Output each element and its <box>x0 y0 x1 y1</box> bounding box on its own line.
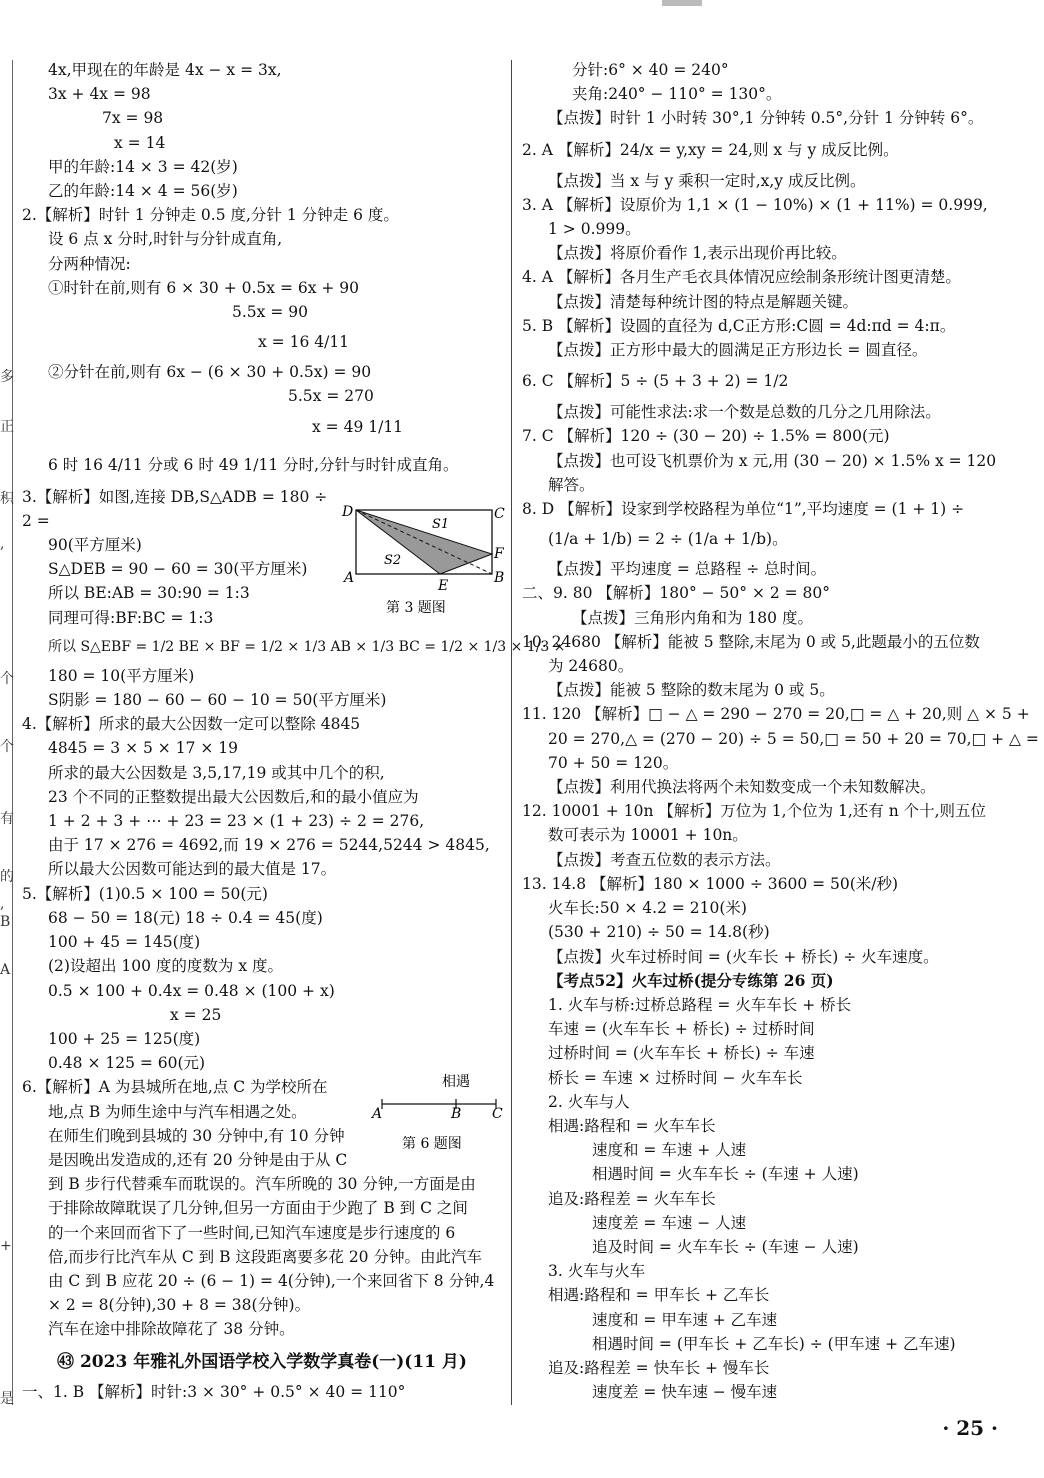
text-line: 5. B 【解析】设圆的直径为 d,C正方形:C圆 = 4d:πd = 4:π。 <box>522 316 956 335</box>
text-line: 【点拨】也可设飞机票价为 x 元,用 (30 − 20) × 1.5% x = 120 <box>548 451 997 470</box>
text-line: 8. D 【解析】设家到学校路程为单位“1”,平均速度 = (1 + 1) ÷ <box>522 500 965 519</box>
text-line: 100 + 25 = 125(度) <box>48 1029 201 1048</box>
text-line: 68 − 50 = 18(元) 18 ÷ 0.4 = 45(度) <box>48 908 323 927</box>
figure-3 <box>340 498 512 620</box>
text-line: ①时针在前,则有 6 × 30 + 0.5x = 6x + 90 <box>48 278 360 297</box>
text-line: 0.48 × 125 = 60(元) <box>48 1054 206 1073</box>
label-s2: S2 <box>384 553 402 568</box>
edge-fragment: , <box>0 896 5 912</box>
text-line: 2. 火车与人 <box>548 1092 630 1111</box>
text-line: 火车长:50 × 4.2 = 210(米) <box>548 899 747 918</box>
text-line: 【点拨】平均速度 = 总路程 ÷ 总时间。 <box>548 560 827 579</box>
edge-fragment: , <box>0 536 5 552</box>
text-line: 二、9. 80 【解析】180° − 50° × 2 = 80° <box>522 584 831 603</box>
edge-fragment: 个 <box>0 739 14 755</box>
text-line: 12. 10001 + 10n 【解析】万位为 1,个位为 1,还有 n 个十,则五位 <box>522 802 987 821</box>
text-line: 车速 = (火车车长 + 桥长) ÷ 过桥时间 <box>548 1020 815 1039</box>
text-line: 4. A 【解析】各月生产毛衣具体情况应绘制条形统计图更清楚。 <box>522 268 961 287</box>
label-c: C <box>492 1106 503 1122</box>
text-line: 所以 S△EBF = 1/2 BE × BF = 1/2 × 1/3 AB × 1/3 BC = 1/2 × 1/3 × 1/3 × <box>48 638 566 655</box>
text-line: × 2 = 8(分钟),30 + 8 = 38(分钟)。 <box>48 1296 311 1315</box>
edge-fragment: 个 <box>0 671 14 687</box>
text-line: 【点拨】三角形内角和为 180 度。 <box>572 608 813 627</box>
text-line: 甲的年龄:14 × 3 = 42(岁) <box>48 157 238 176</box>
left-column <box>22 58 566 1404</box>
text-line: 速度和 = 甲车速 + 乙车速 <box>592 1310 778 1329</box>
text-line: 汽车在途中排除故障花了 38 分钟。 <box>48 1320 295 1339</box>
text-line: 90(平方厘米) <box>48 536 142 555</box>
binding-edge-line <box>12 60 13 1405</box>
text-line: 追及时间 = 火车车长 ÷ (车速 − 人速) <box>592 1237 859 1256</box>
text-line: 【点拨】将原价看作 1,表示出现价再比较。 <box>548 244 847 263</box>
figure-3-caption: 第 3 题图 <box>386 600 446 616</box>
text-line: 【考点52】火车过桥(提分专练第 26 页) <box>548 970 834 990</box>
text-line: 2.【解析】时针 1 分钟走 0.5 度,分针 1 分钟走 6 度。 <box>22 206 399 225</box>
edge-fragment: 有 <box>0 811 14 827</box>
label-e: E <box>438 578 449 594</box>
section-title: ㊸ 2023 年雅礼外国语学校入学数学真卷(一)(11 月) <box>57 1351 467 1372</box>
text-line: 数可表示为 10001 + 10n。 <box>548 826 748 845</box>
text-line: (1/a + 1/b) = 2 ÷ (1/a + 1/b)。 <box>548 530 788 549</box>
text-line: 【点拨】火车过桥时间 = (火车长 + 桥长) ÷ 火车速度。 <box>548 947 939 966</box>
text-line: 所求的最大公因数是 3,5,17,19 或其中几个的积, <box>48 763 385 782</box>
text-line: 6. C 【解析】5 ÷ (5 + 3 + 2) = 1/2 <box>522 372 789 391</box>
text-line: 地,点 B 为师生途中与汽车相遇之处。 <box>48 1102 307 1121</box>
text-line: 【点拨】可能性求法:求一个数是总数的几分之几用除法。 <box>548 403 941 422</box>
text-line: 速度差 = 快车速 − 慢车速 <box>592 1383 778 1402</box>
text-line: 4x,甲现在的年龄是 4x − x = 3x, <box>48 61 282 79</box>
text-line: 解答。 <box>548 475 595 494</box>
text-line: 3x + 4x = 98 <box>48 85 151 104</box>
text-line: 5.【解析】(1)0.5 × 100 = 50(元) <box>22 884 268 903</box>
text-line: 过桥时间 = (火车车长 + 桥长) ÷ 车速 <box>548 1044 815 1063</box>
text-line: 3.【解析】如图,连接 DB,S△ADB = 180 ÷ 2 = <box>22 487 328 530</box>
label-a: A <box>372 1106 383 1122</box>
text-line: 3. 火车与火车 <box>548 1262 646 1281</box>
label-b: B <box>451 1106 462 1122</box>
text-line: 11. 120 【解析】□ − △ = 290 − 270 = 20,□ = △ + 20,则 △ × 5 + <box>522 705 1030 724</box>
figure-6 <box>370 1068 510 1158</box>
text-line: 在师生们晚到县城的 30 分钟中,有 10 分钟 <box>48 1126 345 1145</box>
text-line: 夹角:240° − 110° = 130°。 <box>572 85 782 104</box>
text-line: ②分针在前,则有 6x − (6 × 30 + 0.5x) = 90 <box>48 363 372 382</box>
label-a: A <box>344 570 355 586</box>
text-line: 相遇时间 = (甲车长 + 乙车长) ÷ (甲车速 + 乙车速) <box>592 1334 956 1353</box>
text-line: x = 14 <box>114 133 166 152</box>
meet-label: 相遇 <box>442 1074 470 1090</box>
text-line: 【点拨】当 x 与 y 乘积一定时,x,y 成反比例。 <box>548 171 866 190</box>
text-line: 100 + 45 = 145(度) <box>48 933 201 952</box>
text-line: 速度差 = 车速 − 人速 <box>592 1213 747 1232</box>
edge-fragment: 是 <box>0 1391 14 1407</box>
text-line: 1 + 2 + 3 + ⋯ + 23 = 23 × (1 + 23) ÷ 2 = 276, <box>48 812 425 831</box>
text-line: 由于 17 × 276 = 4692,而 19 × 276 = 5244,5244 > 4845, <box>48 836 490 855</box>
text-line: S阴影 = 180 − 60 − 60 − 10 = 50(平方厘米) <box>48 691 387 710</box>
text-line: 倍,而步行比汽车从 C 到 B 这段距离要多花 20 分钟。由此汽车 <box>48 1247 482 1266</box>
text-line: (2)设超出 100 度的度数为 x 度。 <box>48 957 283 976</box>
text-line: 13. 14.8 【解析】180 × 1000 ÷ 3600 = 50(米/秒) <box>522 874 899 893</box>
text-line: 所以 BE:AB = 30:90 = 1:3 <box>48 584 250 603</box>
text-line: 的一个来回而省下了一些时间,已知汽车速度是步行速度的 6 <box>48 1223 456 1242</box>
label-b: B <box>494 570 505 586</box>
text-line: 【点拨】能被 5 整除的数末尾为 0 或 5。 <box>548 681 835 700</box>
text-line: 相遇:路程和 = 甲车长 + 乙车长 <box>548 1286 770 1305</box>
text-line: 7. C 【解析】120 ÷ (30 − 20) ÷ 1.5% = 800(元) <box>522 427 890 446</box>
edge-fragment: + <box>0 1238 12 1254</box>
text-line: 4.【解析】所求的最大公因数一定可以整除 4845 <box>22 715 361 734</box>
text-line: (530 + 210) ÷ 50 = 14.8(秒) <box>548 923 770 942</box>
right-column <box>522 58 1039 1404</box>
label-f: F <box>494 546 504 562</box>
text-line: 10. 24680 【解析】能被 5 整除,末尾为 0 或 5,此题最小的五位数 <box>522 632 980 651</box>
text-line: 5.5x = 270 <box>288 387 374 406</box>
text-line: 4845 = 3 × 5 × 17 × 19 <box>48 739 238 758</box>
text-line: 6 时 16 4/11 分或 6 时 49 1/11 分时,分针与时针成直角。 <box>48 455 459 474</box>
edge-fragment: 多 <box>0 369 14 385</box>
text-line: 追及:路程差 = 快车长 + 慢车长 <box>548 1358 770 1377</box>
column-divider <box>511 60 512 1405</box>
label-s1: S1 <box>432 517 450 532</box>
text-line: 180 = 10(平方厘米) <box>48 666 195 685</box>
text-line: 追及:路程差 = 火车车长 <box>548 1189 716 1208</box>
text-line: 分两种情况: <box>48 254 131 273</box>
text-line: 【点拨】正方形中最大的圆满足正方形边长 = 圆直径。 <box>548 341 928 360</box>
figure-6-drawing <box>370 1068 510 1158</box>
text-line: 【点拨】考查五位数的表示方法。 <box>548 850 781 869</box>
text-line: 2. A 【解析】24/x = y,xy = 24,则 x 与 y 成反比例。 <box>522 140 899 159</box>
text-line: 于排除故障耽误了几分钟,但另一方面由于少跑了 B 到 C 之间 <box>48 1199 468 1218</box>
edge-fragment: A <box>0 962 11 978</box>
text-line: 所以最大公因数可能达到的最大值是 17。 <box>48 860 337 879</box>
page-number: · 25 · <box>942 1416 998 1440</box>
text-line: 桥长 = 车速 × 过桥时间 − 火车车长 <box>548 1068 803 1087</box>
text-line: 乙的年龄:14 × 4 = 56(岁) <box>48 182 238 201</box>
figure-6-caption: 第 6 题图 <box>402 1136 462 1152</box>
text-line: 为 24680。 <box>548 657 634 676</box>
text-line: 到 B 步行代替乘车而耽误的。汽车所晚的 30 分钟,一方面是由 <box>48 1175 476 1194</box>
text-line: 0.5 × 100 + 0.4x = 0.48 × (100 + x) <box>48 981 335 1000</box>
text-line: 1 > 0.999。 <box>548 220 641 239</box>
text-line: S△DEB = 90 − 60 = 30(平方厘米) <box>48 560 308 579</box>
text-line: 23 个不同的正整数提出最大公因数后,和的最小值应为 <box>48 787 419 806</box>
text-line: 70 + 50 = 120。 <box>548 753 679 772</box>
text-line: 是因晚出发造成的,还有 20 分钟是由于从 C <box>48 1150 348 1169</box>
edge-fragment: 正 <box>0 419 14 435</box>
text-line: 由 C 到 B 应花 20 ÷ (6 − 1) = 4(分钟),一个来回省下 8 分钟,4 <box>48 1271 495 1290</box>
edge-fragment: 的 <box>0 869 14 885</box>
label-d: D <box>342 504 354 520</box>
text-line: 同理可得:BF:BC = 1:3 <box>48 608 214 627</box>
edge-fragment: 积 <box>0 491 14 507</box>
figure-3-drawing <box>340 498 512 620</box>
text-line: 3. A 【解析】设原价为 1,1 × (1 − 10%) × (1 + 11%) = 0.999, <box>522 195 988 214</box>
text-line: x = 25 <box>170 1005 222 1024</box>
text-line: 设 6 点 x 分时,时针与分针成直角, <box>48 230 283 249</box>
text-line: 5.5x = 90 <box>232 303 308 322</box>
edge-fragment: B <box>0 914 11 930</box>
text-line: 相遇:路程和 = 火车车长 <box>548 1116 716 1135</box>
text-line: 相遇时间 = 火车车长 ÷ (车速 + 人速) <box>592 1165 859 1184</box>
text-line: 【点拨】利用代换法将两个未知数变成一个未知数解决。 <box>548 778 936 797</box>
text-line: x = 16 4/11 <box>258 333 350 352</box>
label-c: C <box>494 506 505 522</box>
text-line: x = 49 1/11 <box>312 417 404 436</box>
text-line: 分针:6° × 40 = 240° <box>572 61 729 79</box>
text-line: 一、1. B 【解析】时针:3 × 30° + 0.5° × 40 = 110° <box>22 1382 406 1401</box>
scan-top-mark <box>662 0 702 6</box>
text-line: 20 = 270,△ = (270 − 20) ÷ 5 = 50,□ = 50 + 20 = 70,□ + △ = <box>548 729 1039 748</box>
text-line: 1. 火车与桥:过桥总路程 = 火车车长 + 桥长 <box>548 995 852 1014</box>
text-line: 6.【解析】A 为县城所在地,点 C 为学校所在 <box>22 1078 328 1097</box>
text-line: 【点拨】清楚每种统计图的特点是解题关键。 <box>548 292 859 311</box>
text-line: 速度和 = 车速 + 人速 <box>592 1141 747 1160</box>
text-line: 【点拨】时针 1 小时转 30°,1 分钟转 0.5°,分针 1 分钟转 6°。 <box>548 109 984 128</box>
text-line: 7x = 98 <box>102 109 164 128</box>
